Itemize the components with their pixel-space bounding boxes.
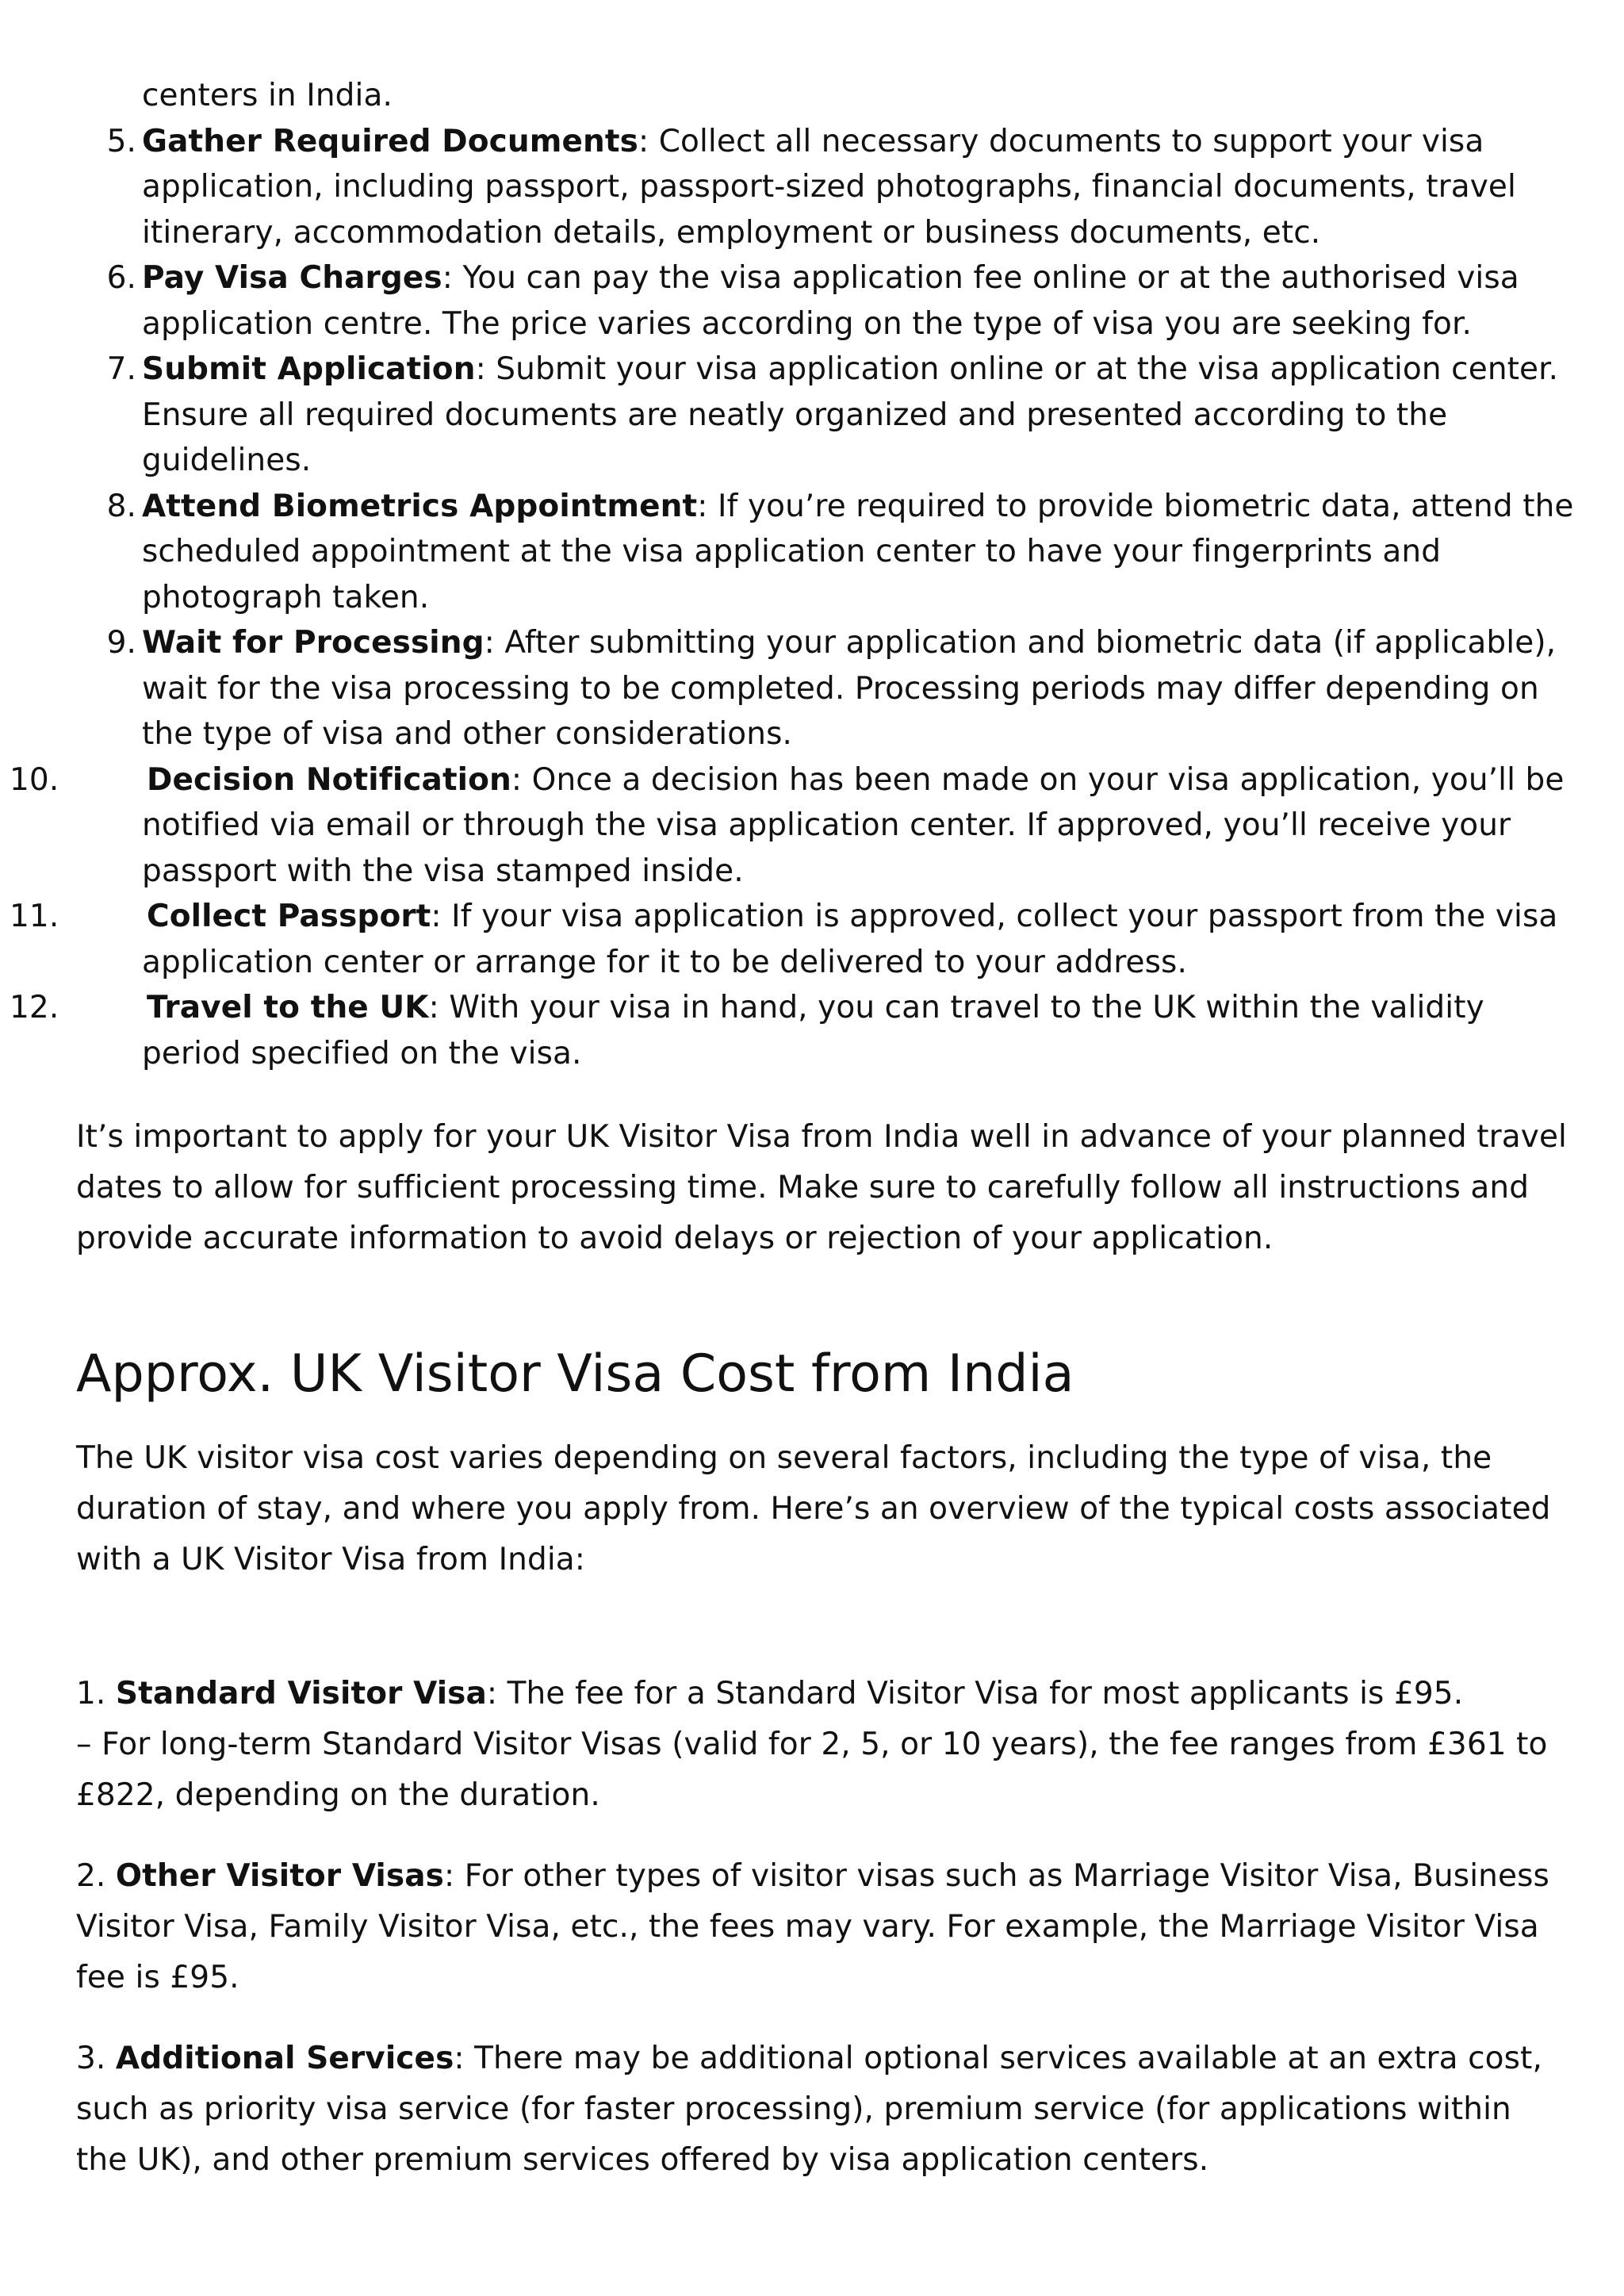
- cost-item-title: Other Visitor Visas: [115, 1858, 444, 1894]
- list-item-continuation: centers in India.: [142, 78, 393, 113]
- list-item-text: : After submitting your application and biometric data (if applicable), wait for the visa processing to be completed. Processing periods may differ depending on the type of visa and other considerations.: [142, 625, 1557, 752]
- cost-item-text: : For other types of visitor visas such as Marriage Visitor Visa, Business Visitor Visa, Family Visitor Visa, etc., the fees may vary. For example, the Marriage Visitor Visa fee is £95.: [76, 1858, 1549, 1995]
- process-steps-list: [10, 73, 1583, 1076]
- list-item-text: : If you’re required to provide biometric data, attend the scheduled appointment at the visa application center to have your fingerprints and photograph taken.: [142, 488, 1574, 615]
- advice-paragraph: It’s important to apply for your UK Visitor Visa from India well in advance of your planned travel dates to allow for sufficient processing time. Make sure to carefully follow all instructions and provide accurate information to avoid delays or rejection of your application.: [76, 1119, 1567, 1256]
- list-item-title: Decision Notification: [147, 761, 511, 798]
- list-item: [10, 894, 1583, 985]
- list-item-text: : You can pay the visa application fee online or at the authorised visa application centre. The price varies according on the type of visa you are seeking for.: [142, 260, 1519, 342]
- list-item-text: : Submit your visa application online or at the visa application center. Ensure all required documents are neatly organized and presented according to the guidelines.: [142, 351, 1559, 478]
- cost-item-title: Standard Visitor Visa: [115, 1676, 487, 1711]
- list-item-number: 7.: [106, 351, 136, 387]
- list-item: [76, 255, 1583, 347]
- section-heading: Approx. UK Visitor Visa Cost from India: [76, 1344, 1074, 1404]
- list-item-title: Travel to the UK: [147, 990, 429, 1025]
- list-item-number: 9.: [106, 625, 136, 661]
- cost-item-number: 3.: [76, 2041, 116, 2076]
- list-item-number: 8.: [106, 488, 136, 524]
- list-item-number: 12.: [10, 990, 59, 1025]
- cost-item: [76, 1851, 1567, 2003]
- cost-item: [76, 2033, 1567, 2186]
- cost-item-number: 2.: [76, 1858, 116, 1894]
- list-item-title: Submit Application: [142, 351, 476, 387]
- list-item-number: 6.: [106, 260, 136, 296]
- cost-item-text: : The fee for a Standard Visitor Visa for most applicants is £95.: [486, 1676, 1464, 1711]
- list-item-title: Wait for Processing: [142, 625, 485, 661]
- list-item-number: 11.: [10, 899, 59, 934]
- list-item-number: 10.: [10, 761, 59, 798]
- cost-item-text: : There may be additional optional services available at an extra cost, such as priority visa service (for faster processing), premium service (for applications within the UK), and other premium services offered by visa application centers.: [76, 2041, 1542, 2178]
- list-item-title: Gather Required Documents: [142, 123, 638, 159]
- list-item-text: : With your visa in hand, you can travel to the UK within the validity period specified on the visa.: [142, 990, 1484, 1071]
- list-item: [10, 757, 1583, 895]
- list-item-text: : Collect all necessary documents to support your visa application, including passport, passport-sized photographs, financial documents, travel itinerary, accommodation details, employment or business documents, etc.: [142, 123, 1516, 251]
- list-item-title: Attend Biometrics Appointment: [142, 488, 698, 524]
- cost-item: [76, 1669, 1567, 1821]
- cost-item-extra: – For long-term Standard Visitor Visas (valid for 2, 5, or 10 years), the fee ranges from £361 to £822, depending on the duration.: [76, 1727, 1548, 1813]
- list-item: [10, 985, 1583, 1076]
- list-item-text: : Once a decision has been made on your visa application, you’ll be notified via email or through the visa application center. If approved, you’ll receive your passport with the visa stamped inside.: [142, 761, 1565, 889]
- list-item-title: Collect Passport: [147, 899, 431, 934]
- list-item: [76, 620, 1583, 757]
- list-item: [76, 119, 1583, 256]
- list-item-title: Pay Visa Charges: [142, 260, 442, 296]
- list-item-text: : If your visa application is approved, collect your passport from the visa application center or arrange for it to be delivered to your address.: [142, 899, 1558, 980]
- cost-item-number: 1.: [76, 1676, 116, 1711]
- cost-item-title: Additional Services: [115, 2041, 454, 2076]
- section-intro: The UK visitor visa cost varies depending on several factors, including the type of visa, the duration of stay, and where you apply from. Here’s an overview of the typical costs associated with a UK Visitor Visa from India:: [76, 1440, 1551, 1577]
- list-item-number: 5.: [106, 123, 136, 159]
- list-item: [76, 347, 1583, 484]
- list-item: [76, 484, 1583, 621]
